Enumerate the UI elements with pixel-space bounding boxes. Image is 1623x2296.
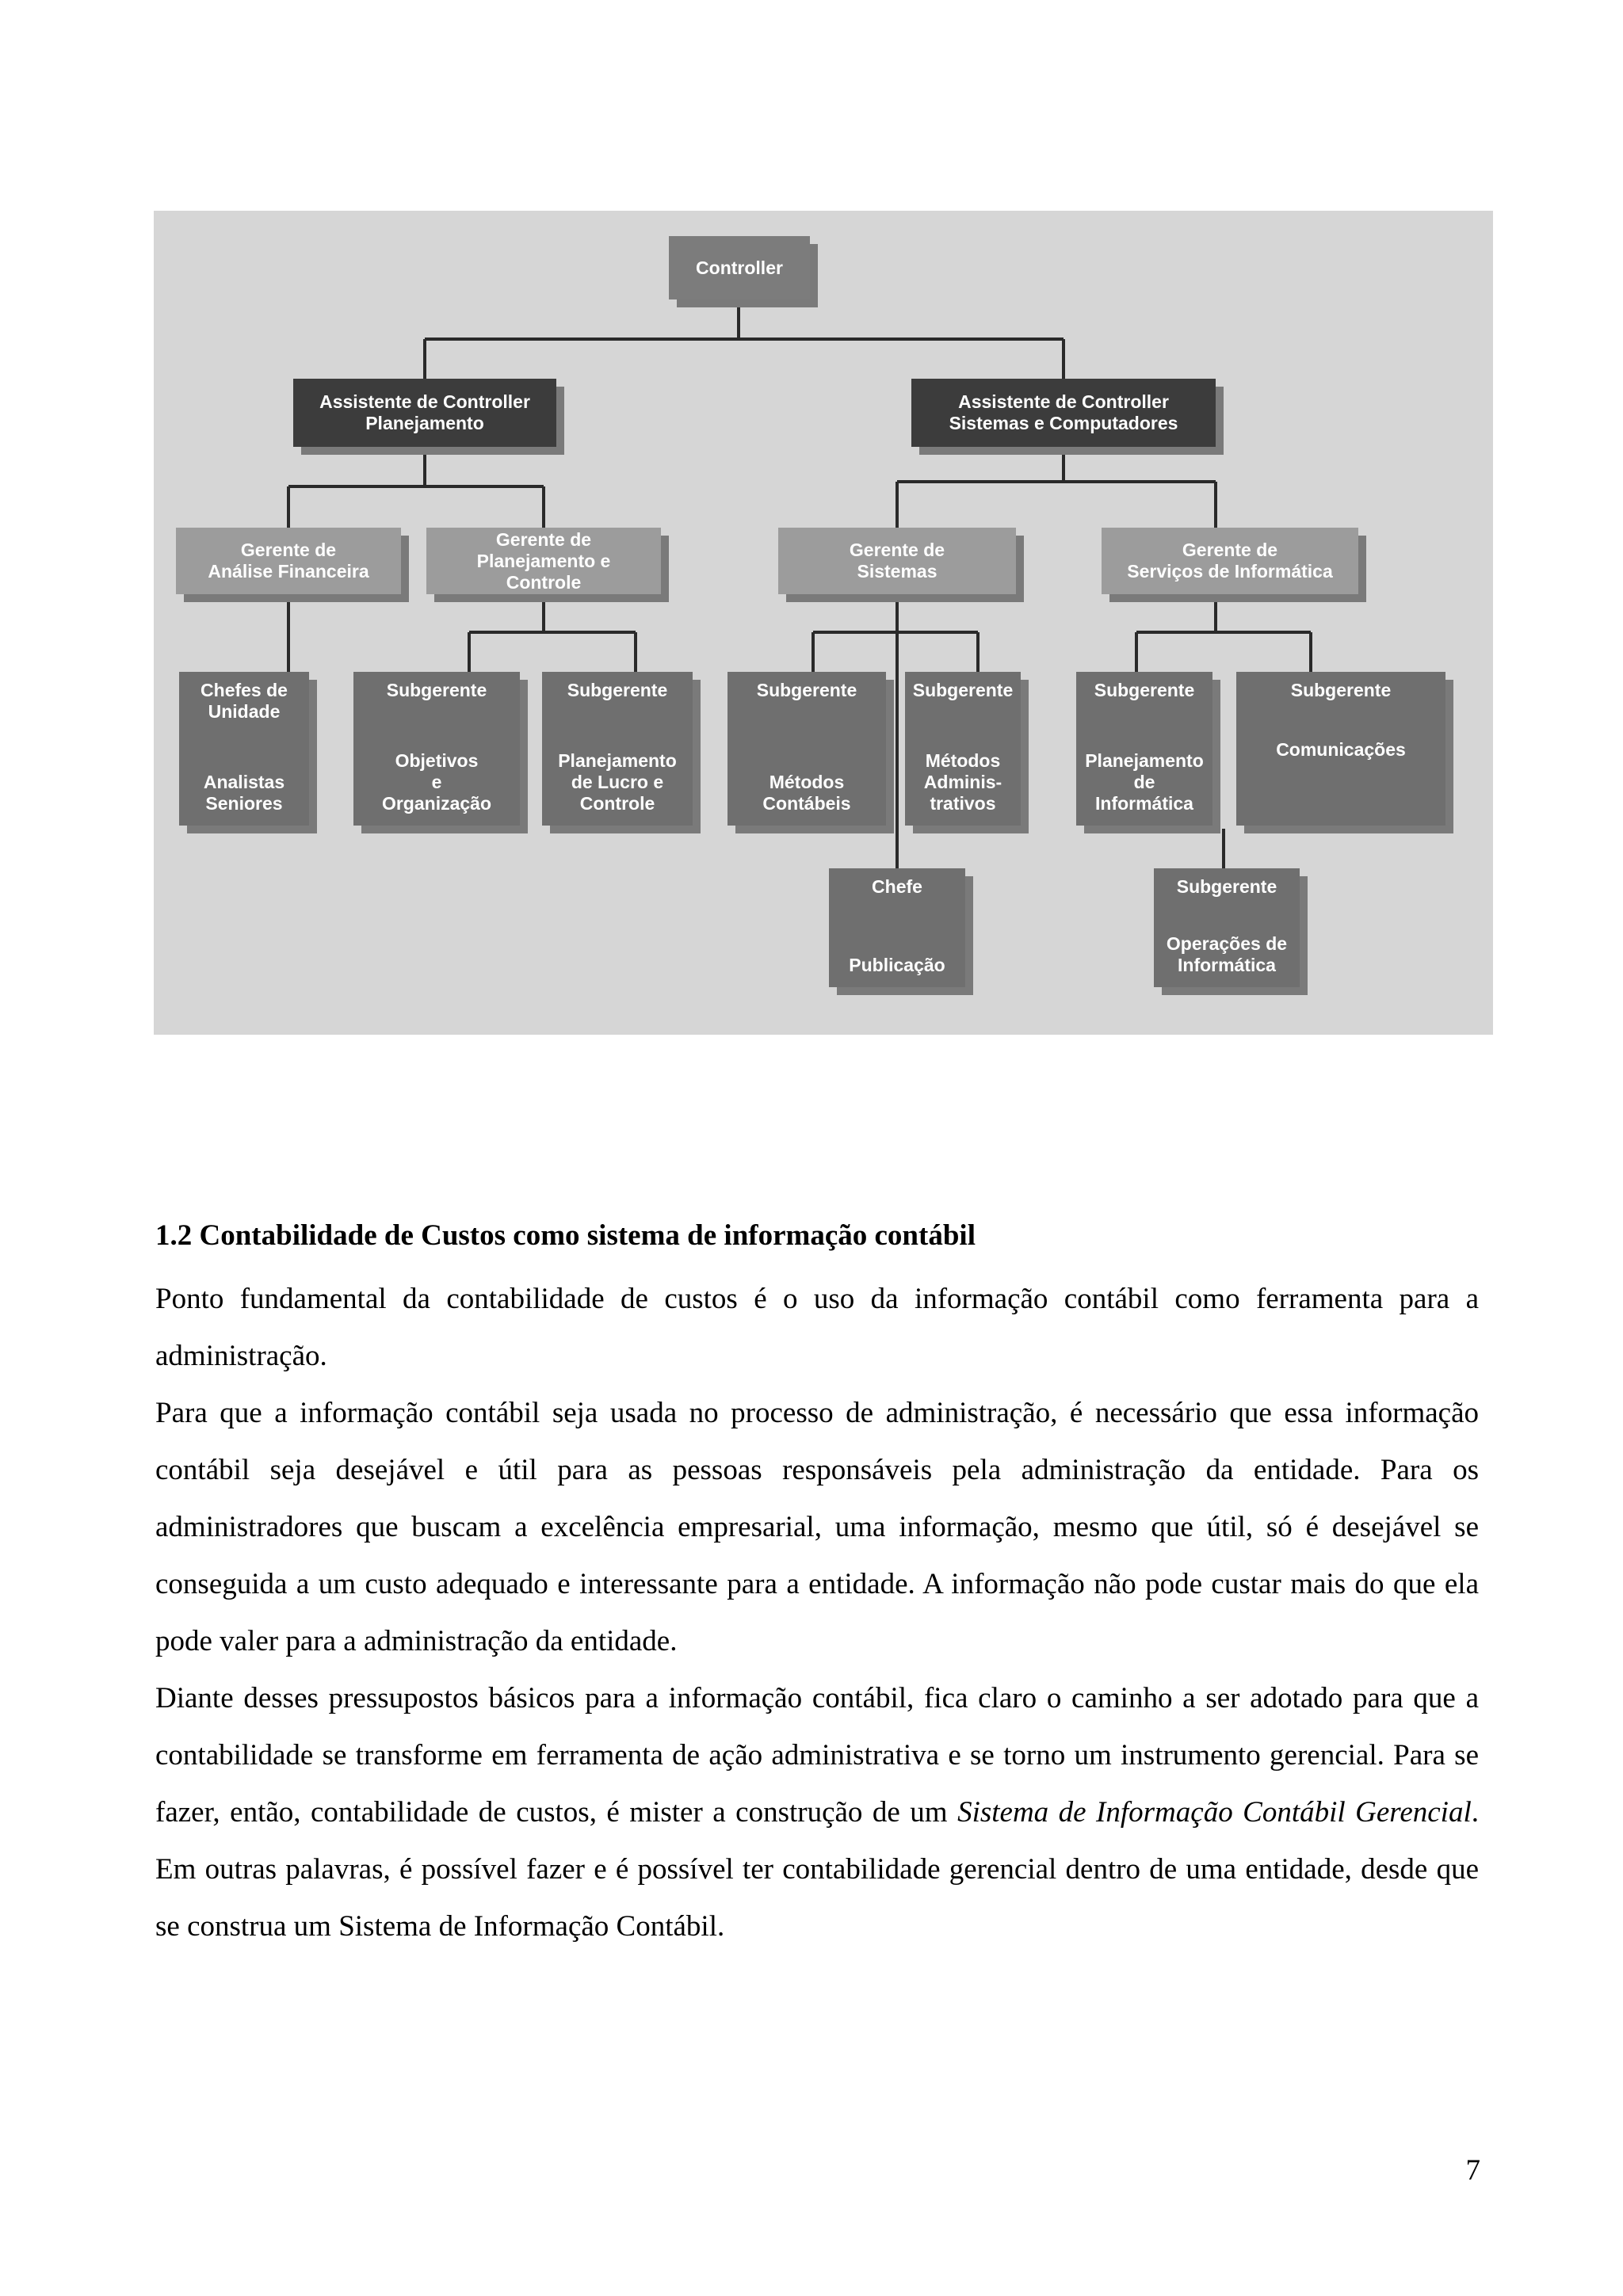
node-manager-planning-control: Gerente de Planejamento e Controle <box>426 528 661 594</box>
paragraph-3 <box>155 1670 1479 1955</box>
node-manager-systems: Gerente de Sistemas <box>778 528 1016 594</box>
paragraph-3-end: . Em outras palavras, é possível fazer e é possível ter contabilidade gerencial dentro de uma entidade, desde que se construa um Sistema de Informação Contábil. <box>155 1796 1479 1943</box>
paragraph-3-emphasis: Sistema de Informação Contábil Gerencial <box>957 1796 1472 1829</box>
section-body <box>155 1271 1479 1955</box>
node-sub-admin-methods: Subgerente Métodos Adminis- trativos <box>905 672 1021 826</box>
node-assistant-systems: Assistente de Controller Sistemas e Computadores <box>911 379 1216 447</box>
node-manager-financial-analysis: Gerente de Análise Financeira <box>176 528 401 594</box>
paragraph-2: Para que a informação contábil seja usada no processo de administração, é necessário que essa informação contábil seja desejável e útil para as pessoas responsáveis pela administração da entidade. Para os administradores que buscam a excelência empresarial, uma informação, mesmo que útil, só é desejável se conseguida a um custo adequado e interessante para a entidade. A informação não pode custar mais do que ela pode valer para a administração da entidade. <box>155 1397 1479 1657</box>
node-sub-communications: Subgerente Comunicações <box>1236 672 1445 826</box>
node-sub-accounting-methods: Subgerente Métodos Contábeis <box>727 672 886 826</box>
node-sub-profit-planning: Subgerente Planejamento de Lucro e Controle <box>542 672 693 826</box>
paragraph-3-start: Diante desses pressupostos básicos para a informação contábil, fica claro o caminho a ser adotado para que a contabilidade se transforme em ferramenta de ação administrativa e se torno um instrumento gerencial. Para se fazer, então, contabilidade de custos, é mister a construção de um <box>155 1682 1479 1829</box>
node-sub-objectives: Subgerente Objetivos e Organização <box>353 672 520 826</box>
page-number: 7 <box>1465 2154 1480 2187</box>
node-chief-publication: Chefe Publicação <box>829 868 965 987</box>
node-controller: Controller <box>669 236 810 299</box>
node-sub-it-planning: Subgerente Planejamento de Informática <box>1076 672 1212 826</box>
node-sub-it-operations: Subgerente Operações de Informática <box>1154 868 1300 987</box>
node-assistant-planning: Assistente de Controller Planejamento <box>293 379 556 447</box>
paragraph-1: Ponto fundamental da contabilidade de custos é o uso da informação contábil como ferramenta para a administração. <box>155 1283 1479 1372</box>
node-unit-chiefs: Chefes de Unidade Analistas Seniores <box>179 672 309 826</box>
org-chart-figure <box>154 211 1493 1035</box>
node-manager-it-services: Gerente de Serviços de Informática <box>1102 528 1358 594</box>
section-heading: 1.2 Contabilidade de Custos como sistema de informação contábil <box>155 1219 976 1252</box>
